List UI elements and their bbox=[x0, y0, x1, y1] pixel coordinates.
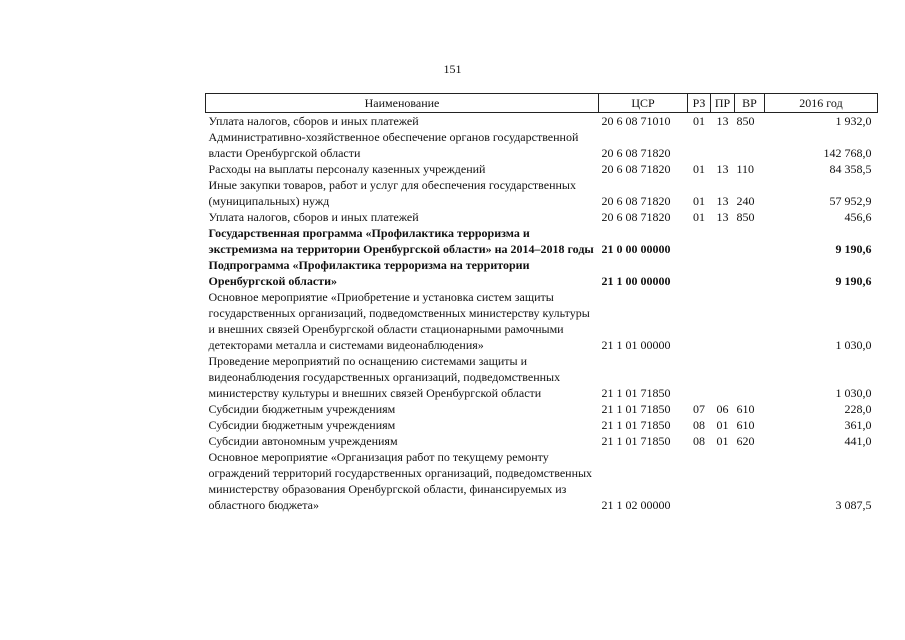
cell-amount: 228,0 bbox=[844, 402, 872, 416]
cell-csr: 21 1 01 71850 bbox=[601, 386, 671, 400]
cell-name: Основное мероприятие «Приобретение и установка систем защиты государственных организаций, подведомственных министерству культуры и внешних связей Оренбургской области стационарными рамочными детекторами металла и системами видеонаблюдения» bbox=[208, 290, 590, 352]
cell-name: Проведение мероприятий по оснащению системами защиты и видеонаблюдения государственных организаций, подведомственных министерству культуры и внешних связей Оренбургской области bbox=[208, 354, 561, 400]
cell-pr: 13 bbox=[716, 114, 729, 128]
table-row bbox=[206, 129, 878, 161]
cell-amount: 1 932,0 bbox=[835, 114, 872, 128]
table-header-row bbox=[206, 94, 878, 113]
cell-csr: 21 1 00 00000 bbox=[601, 274, 671, 288]
cell-vr: 850 bbox=[736, 114, 755, 128]
cell-rz: 01 bbox=[693, 194, 705, 208]
cell-name: Расходы на выплаты персоналу казенных учреждений bbox=[208, 162, 486, 176]
cell-csr: 20 6 08 71010 bbox=[601, 114, 671, 128]
cell-pr bbox=[711, 257, 735, 289]
cell-amount: 84 358,5 bbox=[829, 162, 872, 176]
cell-rz: 01 bbox=[693, 114, 705, 128]
table-row bbox=[206, 257, 878, 289]
cell-pr bbox=[711, 353, 735, 401]
cell-rz bbox=[688, 129, 711, 161]
cell-pr bbox=[711, 449, 735, 513]
cell-pr bbox=[711, 225, 735, 257]
page-number: 151 bbox=[443, 62, 462, 76]
cell-amount: 1 030,0 bbox=[835, 386, 872, 400]
table-row bbox=[206, 177, 878, 209]
cell-pr: 13 bbox=[716, 194, 729, 208]
cell-rz bbox=[688, 289, 711, 353]
cell-csr: 21 1 01 00000 bbox=[601, 338, 671, 352]
table-row bbox=[206, 401, 878, 417]
cell-name: Административно-хозяйственное обеспечение органов государственной власти Оренбургской области bbox=[208, 130, 579, 160]
cell-rz bbox=[688, 225, 711, 257]
cell-name: Уплата налогов, сборов и иных платежей bbox=[208, 114, 419, 128]
cell-name: Подпрограмма «Профилактика терроризма на территории Оренбургской области» bbox=[208, 258, 530, 288]
cell-name: Субсидии автономным учреждениям bbox=[208, 434, 398, 448]
cell-pr: 06 bbox=[716, 402, 729, 416]
cell-pr: 01 bbox=[716, 418, 729, 432]
cell-vr: 240 bbox=[736, 194, 755, 208]
cell-amount: 9 190,6 bbox=[835, 242, 872, 256]
cell-vr bbox=[735, 289, 765, 353]
cell-vr: 850 bbox=[736, 210, 755, 224]
cell-amount: 9 190,6 bbox=[835, 274, 872, 288]
cell-rz: 07 bbox=[693, 402, 705, 416]
cell-amount: 441,0 bbox=[844, 434, 872, 448]
cell-vr bbox=[735, 225, 765, 257]
cell-csr: 20 6 08 71820 bbox=[601, 210, 671, 224]
cell-pr bbox=[711, 289, 735, 353]
cell-amount: 142 768,0 bbox=[823, 146, 872, 160]
cell-vr: 110 bbox=[736, 162, 755, 176]
cell-csr: 20 6 08 71820 bbox=[601, 162, 671, 176]
cell-pr: 13 bbox=[716, 162, 729, 176]
cell-name: Субсидии бюджетным учреждениям bbox=[208, 418, 396, 432]
header-pr: ПР bbox=[711, 94, 735, 113]
cell-rz: 08 bbox=[693, 434, 705, 448]
cell-pr: 01 bbox=[716, 434, 729, 448]
table-row bbox=[206, 417, 878, 433]
cell-vr: 610 bbox=[736, 402, 755, 416]
cell-rz bbox=[688, 353, 711, 401]
cell-amount: 361,0 bbox=[844, 418, 872, 432]
table-row bbox=[206, 433, 878, 449]
cell-name: Иные закупки товаров, работ и услуг для обеспечения государственных (муниципальных) нужд bbox=[208, 178, 576, 208]
budget-table bbox=[205, 93, 878, 513]
cell-rz: 01 bbox=[693, 210, 705, 224]
cell-vr bbox=[735, 129, 765, 161]
cell-csr: 21 1 01 71850 bbox=[601, 418, 671, 432]
cell-name: Уплата налогов, сборов и иных платежей bbox=[208, 210, 419, 224]
table-body bbox=[206, 113, 878, 514]
table-row bbox=[206, 161, 878, 177]
cell-csr: 21 1 01 71850 bbox=[601, 402, 671, 416]
cell-amount: 456,6 bbox=[844, 210, 872, 224]
cell-pr bbox=[711, 129, 735, 161]
cell-name: Государственная программа «Профилактика терроризма и экстремизма на территории Оренбургской области» на 2014–2018 годы bbox=[208, 226, 594, 256]
cell-pr: 13 bbox=[716, 210, 729, 224]
cell-csr: 21 1 01 71850 bbox=[601, 434, 671, 448]
header-vr: ВР bbox=[735, 94, 765, 113]
cell-csr: 20 6 08 71820 bbox=[601, 146, 671, 160]
table-row bbox=[206, 289, 878, 353]
table-row bbox=[206, 113, 878, 130]
cell-rz: 08 bbox=[693, 418, 705, 432]
cell-amount: 57 952,9 bbox=[829, 194, 872, 208]
cell-vr: 620 bbox=[736, 434, 755, 448]
header-amount: 2016 год bbox=[765, 94, 878, 113]
cell-csr: 21 0 00 00000 bbox=[601, 242, 671, 256]
cell-name: Основное мероприятие «Организация работ по текущему ремонту ограждений территорий государственных организаций, подведомственных министерству образования Оренбургской области, финансируемых из областного бюджета» bbox=[208, 450, 593, 512]
header-rz: РЗ bbox=[688, 94, 711, 113]
cell-vr bbox=[735, 449, 765, 513]
cell-vr: 610 bbox=[736, 418, 755, 432]
table-row bbox=[206, 209, 878, 225]
table-row bbox=[206, 225, 878, 257]
cell-amount: 1 030,0 bbox=[835, 338, 872, 352]
header-name: Наименование bbox=[206, 94, 599, 113]
table-row bbox=[206, 353, 878, 401]
cell-rz: 01 bbox=[693, 162, 705, 176]
cell-amount: 3 087,5 bbox=[835, 498, 872, 512]
header-csr: ЦСР bbox=[599, 94, 688, 113]
cell-csr: 20 6 08 71820 bbox=[601, 194, 671, 208]
cell-rz bbox=[688, 257, 711, 289]
cell-vr bbox=[735, 257, 765, 289]
cell-vr bbox=[735, 353, 765, 401]
table-row bbox=[206, 449, 878, 513]
cell-csr: 21 1 02 00000 bbox=[601, 498, 671, 512]
cell-name: Субсидии бюджетным учреждениям bbox=[208, 402, 396, 416]
cell-rz bbox=[688, 449, 711, 513]
